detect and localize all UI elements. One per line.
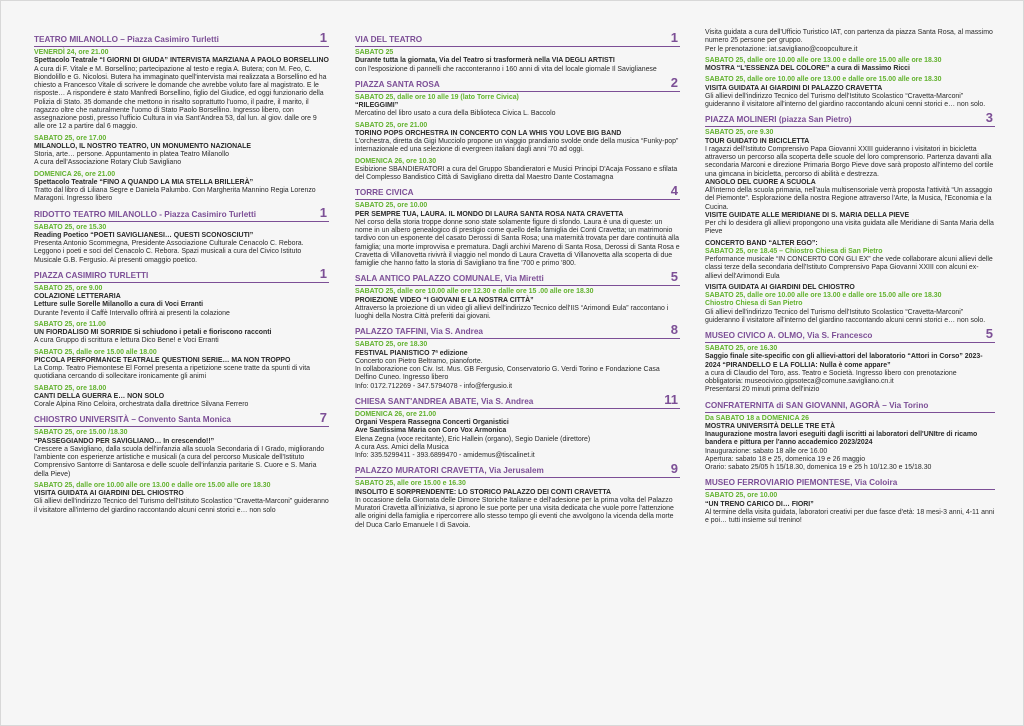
event-description: Storia, arte… persone. Appuntamento in platea Teatro Milanollo <box>34 151 230 158</box>
event-title: Inaugurazione mostra lavori eseguiti dagli iscritti ai laboratori dell'UNItre di ricamo bandera e pittura per l'anno accademico 2023/2024 <box>705 431 978 447</box>
column-left <box>34 29 329 515</box>
event-date: DOMENICA 26, ore 21.00 <box>355 410 437 418</box>
event-date: SABATO 25, ore 17.00 <box>34 134 107 142</box>
column-right <box>705 29 995 525</box>
event-date: DOMENICA 26, ore 10.30 <box>355 157 437 165</box>
venue-map-number: 7 <box>319 410 327 426</box>
event-date: Da SABATO 18 a DOMENICA 26 <box>705 414 809 422</box>
event-description: Info: 335.5299411 - 393.6899470 - amidemus@tiscalinet.it <box>355 452 535 459</box>
event-title: “RILEGGIMI” <box>355 102 399 109</box>
event-title: FESTIVAL PIANISTICO 7ª edizione <box>355 349 468 357</box>
event-description: A cura dell'Associazione Rotary Club Savigliano <box>34 159 182 167</box>
event-title: VISITA GUIDATA AI GIARDINI DEL CHIOSTRO <box>705 283 855 291</box>
event-description: Performance musicale “IN CONCERTO CON GLI EX” che vede collaborare alcuni allievi delle classi terze della secondaria dell'Istituto Comprensivo Papa Giovanni XXIII con alcuni ex-allievi dell'Arimondi Eula <box>705 256 993 280</box>
venue-map-number: 3 <box>985 110 993 126</box>
event-title: COLAZIONE LETTERARIA <box>34 293 121 300</box>
event-description: Presentarsi 20 minuti prima dell'inizio <box>705 386 820 394</box>
venue-title: PALAZZO MURATORI CRAVETTA, Via Jerusalem <box>355 466 544 476</box>
event-title: VISITA GUIDATA AI GIARDINI DI PALAZZO CRAVETTA <box>705 84 883 92</box>
event-description: La Comp. Teatro Piemontese El Fornel presenta a ripetizione scene tratte da spunti di vita quotidiana cercando di sollecitare ironicamente gli animi <box>34 365 310 381</box>
venue-header <box>355 461 680 478</box>
event-description: A cura di F. Vitale e M. Borsellino; partecipazione al testo e regia A. Butera; con M. Feo, C. Biondolillo e G. Nicolosi. Butera ha immaginato quell'intervista mai realizzata a Borsellino ed ha chiesto a Francesco Vitale di scrivere le domande che avrebbe voluto fare al magistrato. E le risposte… A rispondere è stato Manfredi Borsellino, figlio del Giudice, ed oggi funzionario della Polizia di Stato. 35 domande che mettono in risalto soprattutto l'uomo, il padre, il marito, il ragazzo oltre che naturalmente l'uomo di Stato Paolo Borsellino. Ingresso libero, con assegnazione posti, presso l'ufficio Cultura in via Sant'Andrea 53, dal lun. al giov. dalle ore 9 alle ore 12 a partire dal 6 maggio. <box>34 65 327 131</box>
event-date: SABATO 25, ore 18.00 <box>34 384 107 392</box>
venue-header <box>355 74 680 92</box>
event-description: I ragazzi dell'Istituto Comprensivo Papa Giovanni XXIII guideranno i visitatori in bicicletta attraverso un percorso alla scoperta delle scuole del loro comprensorio. Partenza davanti alla secondaria Marconi e direzione Primaria Borgo Pieve dove sarà proposto all'interno del cortile una gimcana in bicicletta, percorso di abilità e destrezza. <box>705 145 994 178</box>
event-description: Mercatino del libro usato a cura della Biblioteca Civica L. Baccolo <box>355 110 556 118</box>
event-title: INSOLITO E SORPRENDENTE: LO STORICO PALAZZO DEI CONTI CRAVETTA <box>355 488 612 496</box>
venue-title: CONFRATERNITA di SAN GIOVANNI, AGORÀ – Via Torino <box>705 400 929 410</box>
event-description: Visita guidata a cura dell'Ufficio Turistico IAT, con partenza da piazza Santa Rosa, al massimo numero 25 persone per gruppo. <box>705 29 993 45</box>
event-date: SABATO 25, dalle ore 10.00 alle ore 13.00 e dalle ore 15.00 alle ore 18.30 <box>34 481 271 489</box>
event-date: SABATO 25, dalle ore 10.00 alle ore 13.00 e dalle ore 15.00 alle ore 18.30 <box>705 56 942 64</box>
event-description: Orario: sabato 25/05 h 15/18.30, domenica 19 e 25 h 10/12.30 e 15/18.30 <box>705 464 932 471</box>
venue-title: CHIESA SANT'ANDREA ABATE, Via S. Andrea <box>355 396 534 406</box>
event-description: Nel corso della storia troppe donne sono state solamente figure di sfondo. Laura è una di queste: un nome in un albero genealogico di prestigio come quello della famiglia dei Conti Cravetta; un matrimonio tardivo con un esponente del casato Derossi di Santa Rosa; una maternità trovata per dare continuità alla famiglia; una morte improvvisa e prematura. Dagli archivi Mareno di Santa Rosa, Derossi di Santa Rosa e Cravetta di Villanovetta rivivrà il viaggio nel mondo di Laura Cravetta di Villanovetta alla scoperta di due famiglie che hanno fatto la storia di Savigliano tra fine '700 e primo '800. <box>355 218 680 267</box>
event-date: Chiostro Chiesa di San Pietro <box>705 300 803 308</box>
event-description: Gli allievi dell'indirizzo Tecnico del Turismo dell'Istituto Scolastico “Cravetta-Marconi” guideranno il visitatore all'interno del giardino raccontando alcuni cenni storici e… non solo. <box>705 92 986 108</box>
event-title: UN FIORDALISO MI SORRIDE Si schiudono i petali e fioriscono racconti <box>34 329 272 336</box>
event-title: PROIEZIONE VIDEO “I GIOVANI E LA NOSTRA CITTÀ” <box>355 296 534 304</box>
event-description: Durante l'evento il Caffè Intervallo offrirà ai presenti la colazione <box>34 309 230 317</box>
venue-map-number: 5 <box>670 269 678 285</box>
event-title: CANTI DELLA GUERRA E… NON SOLO <box>34 392 165 400</box>
event-description: a cura di Claudio del Toro, ass. Teatro e Società. Ingresso libero con prenotazione obbligatoria: museocivico.gipsoteca@comune.savigliano.cn.it <box>705 369 957 385</box>
event-title: MOSTRA UNIVERSITÀ DELLE TRE ETÀ <box>705 422 836 430</box>
event-date: SABATO 25, ore 21.00 <box>355 121 428 129</box>
event-date: SABATO 25, dalle ore 10.00 alle ore 12.30 e dalle ore 15 .00 alle ore 18.30 <box>355 288 594 296</box>
venue-header <box>34 410 329 427</box>
event-date: SABATO 25, ore 18.30 <box>355 341 428 349</box>
event-description: Crescere a Savigliano, dalla scuola dell'infanzia alla scuola Secondaria di I Grado, migliorando l'ambiente con esperienze artistiche e musicali (a cura del percorso Musicale dell'Istituto Comprensivo Santorre di Santarosa e delle scuole dell'infanzia paritarie S. Cuore e S. Maria della Pieve) <box>34 445 325 478</box>
event-title: VISITE GUIDATE ALLE MERIDIANE DI S. MARIA DELLA PIEVE <box>705 211 910 219</box>
event-date: SABATO 25, alle ore 15.00 e 16.30 <box>355 480 466 488</box>
event-date: DOMENICA 26, ore 21.00 <box>34 170 116 178</box>
event-description: con l'esposizione di pannelli che racconteranno i 160 anni di vita del locale giornale Il Saviglianese <box>355 65 657 73</box>
event-title: Letture sulle Sorelle Milanollo a cura di Voci Erranti <box>34 301 204 309</box>
venue-map-number: 8 <box>670 322 678 338</box>
venue-header <box>34 265 329 283</box>
event-date: SABATO 25, ore 11.00 <box>34 320 106 328</box>
event-description: Corale Alpina Rino Celoira, orchestrata dalla direttrice Silvana Ferrero <box>34 401 249 408</box>
venue-title: VIA DEL TEATRO <box>355 35 423 44</box>
event-date: SABATO 25, dalle ore 10.00 alle ore 13.00 e dalle ore 15.00 alle ore 18.30 <box>705 292 942 299</box>
event-date: SABATO 25, ore 9.00 <box>34 284 103 292</box>
venue-header <box>34 204 329 222</box>
venue-map-number: 1 <box>319 204 327 220</box>
event-date: SABATO 25, ore 18.45 – Chiostro Chiesa di San Pietro <box>705 247 883 255</box>
event-description: A cura Ass. Amici della Musica <box>355 443 449 451</box>
event-description: Elena Zegna (voce recitante), Eric Hallein (organo), Segio Daniele (direttore) <box>355 435 591 443</box>
venue-title: PALAZZO TAFFINI, Via S. Andrea <box>355 327 483 337</box>
venue-map-number: 1 <box>670 30 678 45</box>
venue-title: PIAZZA CASIMIRO TURLETTI <box>34 270 149 280</box>
venue-header <box>355 269 680 286</box>
event-description: In collaborazione con Civ. Ist. Mus. GB Fergusio, Conservatorio G. Verdi Torino e Fondazione Casa Delfino Cuneo. Ingresso libero <box>355 366 660 382</box>
event-title: MILANOLLO, IL NOSTRO TEATRO, UN MONUMENTO NAZIONALE <box>34 142 251 150</box>
event-description: In occasione della Giornata delle Dimore Storiche Italiane e dell'adesione per la prima volta del Palazzo Muratori Cravetta all'iniziativa, si aprono le sue porte per una visita dedicata che vuole porre l'attenzione alle origini della famiglia e ripercorrere allo stesso tempo gli eventi che avvolgono la vicenda della morte del Duca Carlo Emanuele I di Savoia. <box>355 496 674 529</box>
event-title: CONCERTO BAND “ALTER EGO”: <box>705 239 818 247</box>
venue-title: RIDOTTO TEATRO MILANOLLO - Piazza Casimiro Turletti <box>34 209 256 219</box>
venue-map-number: 4 <box>670 183 678 199</box>
event-title: MOSTRA “L'ESSENZA DEL COLORE” a cura di Massimo Ricci <box>705 65 910 72</box>
event-description: Inaugurazione: sabato 18 alle ore 16.00 <box>705 447 828 455</box>
venue-header <box>355 322 680 339</box>
event-title: TOUR GUIDATO IN BICICLETTA <box>705 137 810 145</box>
venue-header <box>34 30 329 47</box>
event-date: SABATO 25, ore 10.00 <box>355 202 428 210</box>
event-date: SABATO 25, ore 16.30 <box>705 345 778 352</box>
event-title: PICCOLA PERFORMANCE TEATRALE QUESTIONI SERIE… MA NON TROPPO <box>34 356 291 364</box>
event-title: Spettacolo Teatrale “FINO A QUANDO LA MIA STELLA BRILLERÀ” <box>34 178 254 186</box>
event-description: All'interno della scuola primaria, nell'aula multisensoriale verrà proposta l'attività “Un assaggio del Piemonte”. Esplorazione della nostra Regione attraverso l'Arte, la Musica, l'Economia e la Cucina. <box>705 187 993 211</box>
event-description: Per le prenotazione: iat.savigliano@coopculture.it <box>705 45 858 53</box>
venue-map-number: 11 <box>664 391 678 407</box>
venue-title: MUSEO CIVICO A. OLMO, Via S. Francesco <box>705 331 873 340</box>
venue-map-number: 2 <box>670 74 678 90</box>
venue-title: TEATRO MILANOLLO – Piazza Casimiro Turletti <box>34 35 219 44</box>
event-date: SABATO 25 <box>355 49 394 56</box>
venue-title: SALA ANTICO PALAZZO COMUNALE, Via Miretti <box>355 274 544 284</box>
event-description: Concerto con Pietro Beltramo, pianoforte. <box>355 357 483 365</box>
event-description: Presenta Antonio Scommegna, Presidente Associazione Culturale Cenacolo C. Rebora. Leggono i poeti e soci del Cenacolo C. Rebora. Spazi musicali a cura del Civico Istituto Musicale G.B. Fergusio. Ai presenti omaggio poetico. <box>34 240 304 264</box>
event-title: VISITA GUIDATA AI GIARDINI DEL CHIOSTRO <box>34 490 184 497</box>
venue-header <box>705 477 995 490</box>
event-title: “UN TRENO CARICO DI… FIORI” <box>705 500 814 508</box>
venue-map-number: 5 <box>985 326 993 341</box>
event-title: Reading Poetico “POETI SAVIGLIANESI… QUESTI SCONOSCIUTI” <box>34 231 254 239</box>
event-description: Attraverso la proiezione di un video gli allievi dell'indirizzo Tecnico dell'IIS “Arimondi Eula” raccontano i luoghi della Nostra Città preferiti dai giovani. <box>355 304 669 320</box>
event-date: SABATO 25, dalle ore 10.00 alle ore 13.00 e dalle ore 15.00 alle ore 18.30 <box>705 76 942 84</box>
event-description: Gli allievi dell'indirizzo Tecnico del Turismo dell'Istituto Scolastico “Cravetta-Marconi” guideranno il visitatore all'interno del giardino raccontando alcuni cenni storici e… non solo <box>34 498 329 514</box>
event-title: TORINO POPS ORCHESTRA IN CONCERTO CON LA WHIS YOU LOVE BIG BAND <box>355 129 622 137</box>
column-middle <box>355 29 680 530</box>
venue-map-number: 1 <box>319 30 327 45</box>
event-title: “PASSEGGIANDO PER SAVIGLIANO… In crescendo!!” <box>34 437 215 445</box>
event-date: SABATO 25, ore 10.00 <box>705 492 778 500</box>
event-date: SABATO 25, dalle ore 10 alle 19 (lato Torre Civica) <box>355 93 519 101</box>
venue-header <box>705 400 995 413</box>
event-title: Spettacolo Teatrale “I GIORNI DI GIUDA” INTERVISTA MARZIANA A PAOLO BORSELLINO <box>34 57 329 65</box>
event-date: VENERDÌ 24, ore 21.00 <box>34 49 109 56</box>
event-description: L'orchestra, diretta da Gigi Mucciolo propone un viaggio prandiario svolde onde della musica “Funky-pop” internazionale ed una selezione di evergreen italiani dagli anni '70 ad oggi. <box>355 138 679 154</box>
venue-title: PIAZZA MOLINERI (piazza San Pietro) <box>705 115 852 125</box>
venue-header <box>355 30 680 47</box>
event-date: SABATO 25, ore 15.30 <box>34 223 107 231</box>
event-title: Durante tutta la giornata, Via del Teatro si trasformerà nella VIA DEGLI ARTISTI <box>355 57 615 65</box>
event-date: SABATO 25, ore 9.30 <box>705 129 774 137</box>
venue-title: PIAZZA SANTA ROSA <box>355 79 440 89</box>
venue-header <box>705 326 995 343</box>
venue-title: CHIOSTRO UNIVERSITÀ – Convento Santa Monica <box>34 415 231 425</box>
event-description: Gli allievi dell'indirizzo Tecnico del Turismo dell'Istituto Scolastico “Cravetta-Marconi” guideranno il visitatore all'interno del giardino raccontando alcuni cenni storici e… non solo. <box>705 308 986 324</box>
venue-header <box>355 391 680 409</box>
event-title: Ave Santissima Maria con Coro Vox Armonica <box>355 427 507 435</box>
event-date: SABATO 25, dalle ore 15.00 alle 18.00 <box>34 348 157 356</box>
event-description: A cura Gruppo di scrittura e lettura Dico Bene! e Voci Erranti <box>34 337 219 345</box>
venue-header <box>355 183 680 200</box>
event-title: PER SEMPRE TUA, LAURA. IL MONDO DI LAURA SANTA ROSA NATA CRAVETTA <box>355 210 624 218</box>
event-title: Organi Vespera Rassegna Concerti Organistici <box>355 419 509 426</box>
event-description: Tratto dal libro di Liliana Segre e Daniela Palumbo. Con Margherita Mannino Regia Lorenzo Maragoni. Ingresso libero <box>34 187 316 203</box>
event-description: Per chi lo desidera gli allievi propongono una visita guidata alle Meridiane di Santa Maria della Pieve <box>705 220 994 236</box>
event-description: Info: 0172.712269 - 347.5794078 - info@fergusio.it <box>355 382 513 390</box>
venue-title: TORRE CIVICA <box>355 188 414 198</box>
event-description: Al termine della visita guidata, laboratori creativi per due fasce d'età: 18 mesi-3 anni, 4-11 anni e poi… tutti insieme sul trenino! <box>705 508 995 524</box>
event-description: Esibizione SBANDIERATORI a cura del Gruppo Sbandieratori e Musici Principi D'Acaja Fossano e sfilata del Complesso Bandistico Città di Savigliano diretta dal Maestro Dante Costamagna <box>355 165 678 181</box>
venue-title: MUSEO FERROVIARIO PIEMONTESE, Via Coloira <box>705 478 898 488</box>
venue-map-number: 9 <box>670 461 678 477</box>
event-description: Apertura: sabato 18 e 25, domenica 19 e 26 maggio <box>705 455 866 463</box>
venue-header <box>705 110 995 127</box>
event-title: ANGOLO DEL CUORE A SCUOLA <box>705 178 816 186</box>
venue-map-number: 1 <box>319 265 327 281</box>
event-date: SABATO 25, ore 15.00 /18.30 <box>34 429 128 437</box>
event-title: Saggio finale site-specific con gli allievi-attori del laboratorio “Attori in Corso” 2023-2024 “PIRANDELLO E LA FOLLIA: Nulla è come appare” <box>705 353 983 369</box>
